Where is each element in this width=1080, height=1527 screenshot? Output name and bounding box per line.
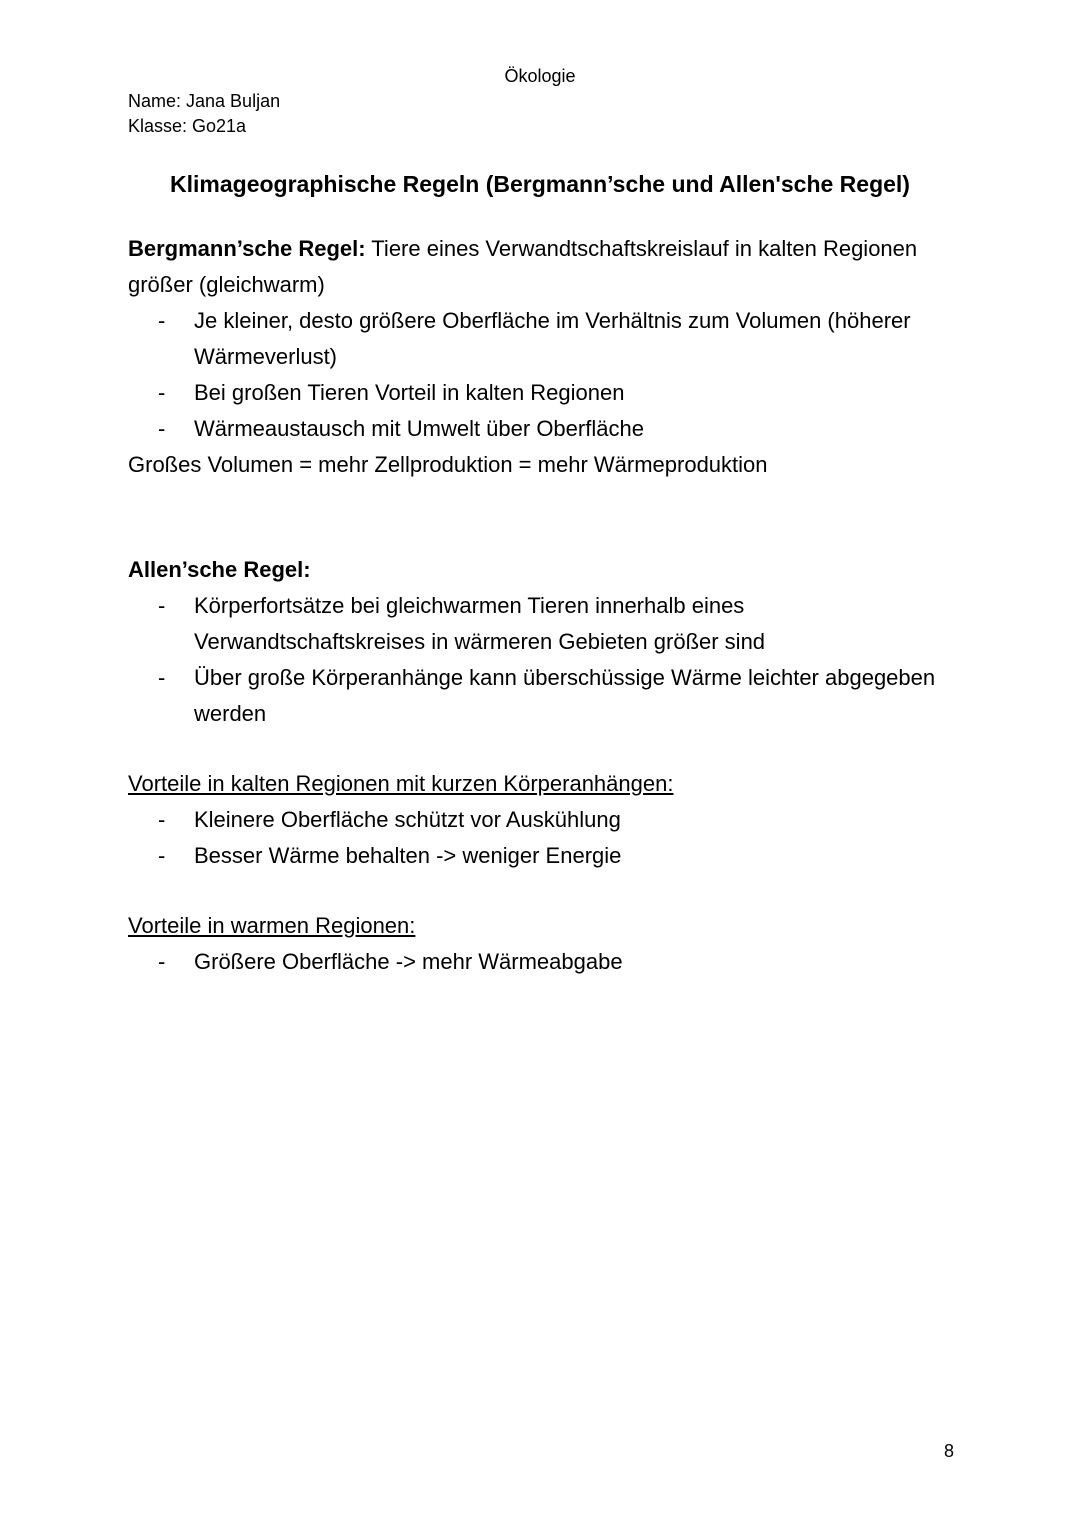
cold-advantages-section (128, 766, 958, 874)
dash-bullet: - (158, 593, 166, 618)
cold-advantages-list (128, 802, 958, 874)
bergmann-text: Tiere eines Verwandtschaftskreislauf in kalten Regionen größer (gleichwarm) (128, 236, 918, 297)
dash-bullet: - (158, 665, 166, 690)
warm-advantages-list (128, 944, 958, 980)
dash-bullet: - (158, 416, 166, 441)
list-item (128, 944, 958, 980)
student-name: Name: Jana Buljan (128, 91, 281, 111)
list-item (128, 838, 958, 874)
bergmann-list (128, 303, 958, 447)
document-title: Klimageographische Regeln (Bergmann’sche und Allen'sche Regel) (170, 171, 910, 197)
page-number: 8 (943, 1441, 954, 1461)
bergmann-definition (128, 231, 958, 303)
list-item-text: Je kleiner, desto größere Oberfläche im Verhältnis zum Volumen (höherer Wärmeverlust) (194, 308, 911, 369)
allen-section (128, 552, 958, 732)
list-item-text: Besser Wärme behalten -> weniger Energie (194, 843, 622, 868)
dash-bullet: - (158, 949, 166, 974)
list-item (128, 802, 958, 838)
list-item-text: Körperfortsätze bei gleichwarmen Tieren innerhalb eines Verwandtschaftskreises in wärmeren Gebieten größer sind (194, 593, 766, 654)
student-class: Klasse: Go21a (128, 116, 247, 136)
dash-bullet: - (158, 807, 166, 832)
list-item-text: Wärmeaustausch mit Umwelt über Oberfläche (194, 416, 644, 441)
list-item-text: Bei großen Tieren Vorteil in kalten Regionen (194, 380, 625, 405)
cold-advantages-heading: Vorteile in kalten Regionen mit kurzen Körperanhängen: (128, 771, 674, 796)
list-item-text: Über große Körperanhänge kann überschüssige Wärme leichter abgegeben werden (194, 665, 936, 726)
dash-bullet: - (158, 380, 166, 405)
list-item-text: Größere Oberfläche -> mehr Wärmeabgabe (194, 949, 623, 974)
bergmann-section (128, 231, 958, 483)
list-item-text: Kleinere Oberfläche schützt vor Auskühlung (194, 807, 621, 832)
bergmann-label: Bergmann’sche Regel: (128, 236, 366, 261)
bergmann-summary: Großes Volumen = mehr Zellproduktion = mehr Wärmeproduktion (128, 452, 768, 477)
header-subject: Ökologie (504, 66, 576, 86)
list-item (128, 411, 958, 447)
dash-bullet: - (158, 843, 166, 868)
warm-advantages-heading: Vorteile in warmen Regionen: (128, 913, 416, 938)
list-item (128, 660, 958, 732)
warm-advantages-section (128, 908, 958, 980)
list-item (128, 303, 958, 375)
allen-list (128, 588, 958, 732)
dash-bullet: - (158, 308, 166, 333)
allen-label: Allen’sche Regel: (128, 557, 311, 582)
list-item (128, 375, 958, 411)
list-item (128, 588, 958, 660)
